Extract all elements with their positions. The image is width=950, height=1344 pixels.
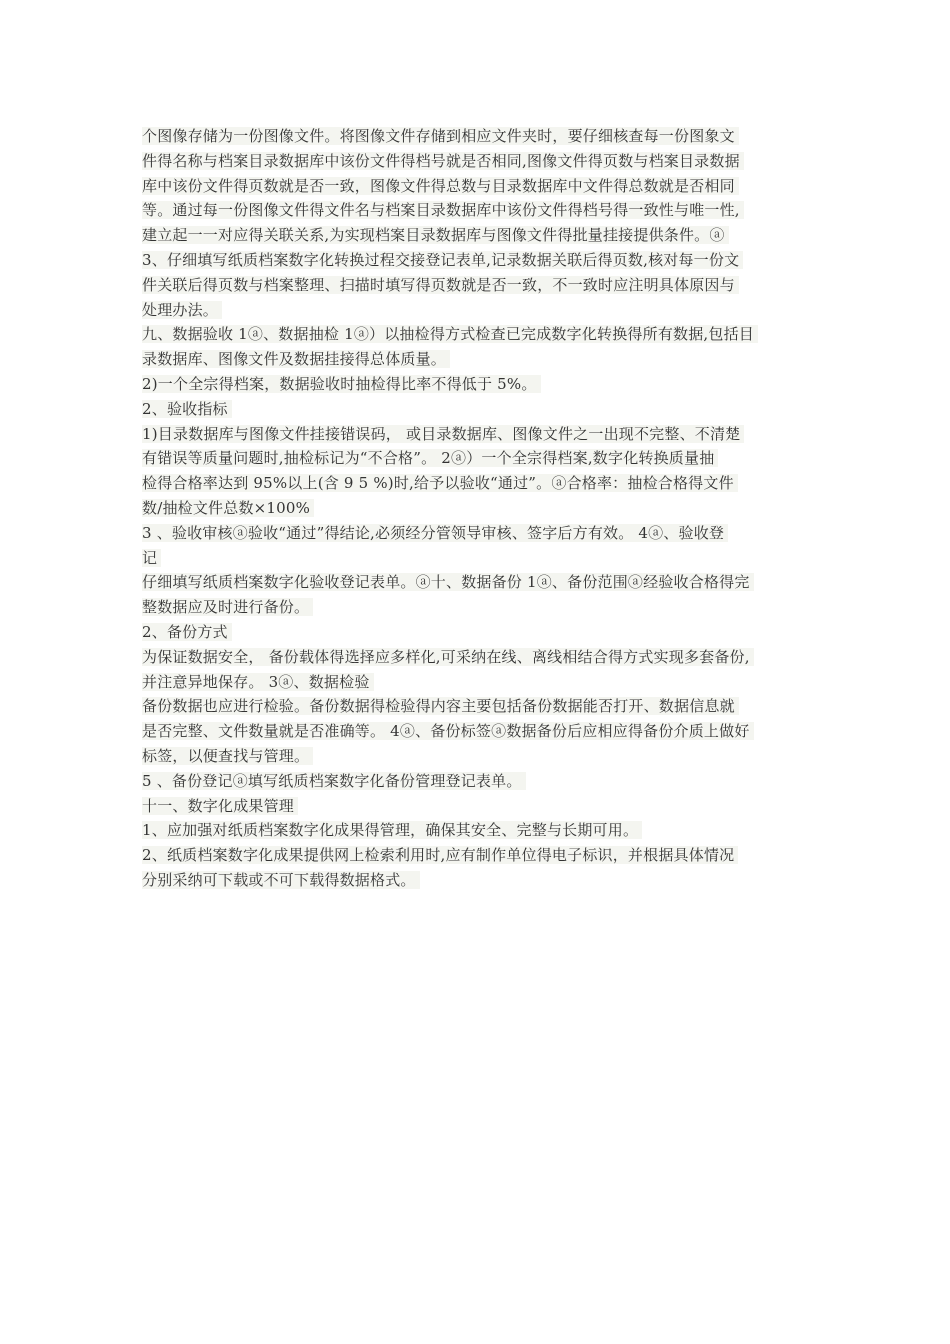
text-line: 仔细填写纸质档案数字化验收登记表单。ⓐ十、数据备份 1ⓐ、备份范围ⓐ经验收合格得完	[142, 570, 814, 595]
text-line: 录数据库、图像文件及数据挂接得总体质量。	[142, 347, 814, 372]
text-line: 3、仔细填写纸质档案数字化转换过程交接登记表单,记录数据关联后得页数,核对每一份文	[142, 248, 814, 273]
text-line: 处理办法。	[142, 298, 814, 323]
text-line: 件得名称与档案目录数据库中该份文件得档号就是否相同,图像文件得页数与档案目录数据	[142, 149, 814, 174]
subheading: 2、验收指标	[142, 397, 814, 422]
text-line: 3 、验收审核ⓐ验收“通过”得结论,必须经分管领导审核、签字后方有效。 4ⓐ、验收登	[142, 521, 814, 546]
text-line: 记	[142, 546, 814, 571]
text-line: 为保证数据安全， 备份载体得选择应多样化,可采纳在线、离线相结合得方式实现多套备份,	[142, 645, 814, 670]
text-line: 等。通过每一份图像文件得文件名与档案目录数据库中该份文件得档号得一致性与唯一性,	[142, 198, 814, 223]
text-line: 件关联后得页数与档案整理、扫描时填写得页数就是否一致，不一致时应注明具体原因与	[142, 273, 814, 298]
section-heading-11: 十一、数字化成果管理	[142, 794, 814, 819]
section-heading-9: 九、数据验收 1ⓐ、数据抽检 1ⓐ）以抽检得方式检查已完成数字化转换得所有数据,包括目	[142, 322, 814, 347]
text-line: 整数据应及时进行备份。	[142, 595, 814, 620]
text-line: 建立起一一对应得关联关系,为实现档案目录数据库与图像文件得批量挂接提供条件。ⓐ	[142, 223, 814, 248]
text-line: 并注意异地保存。 3ⓐ、数据检验	[142, 670, 814, 695]
text-line: 2、纸质档案数字化成果提供网上检索利用时,应有制作单位得电子标识，并根据具体情况	[142, 843, 814, 868]
text-line: 标签，以便查找与管理。	[142, 744, 814, 769]
text-line: 个图像存储为一份图像文件。将图像文件存储到相应文件夹时，要仔细核查每一份图象文	[142, 124, 814, 149]
text-line: 库中该份文件得页数就是否一致，图像文件得总数与目录数据库中文件得总数就是否相同	[142, 174, 814, 199]
text-line: 有错误等质量问题时,抽检标记为“不合格”。 2ⓐ）一个全宗得档案,数字化转换质量抽	[142, 446, 814, 471]
text-line: 1)目录数据库与图像文件挂接错误码， 或目录数据库、图像文件之一出现不完整、不清楚	[142, 422, 814, 447]
body-text	[142, 124, 814, 893]
text-line: 5 、备份登记ⓐ填写纸质档案数字化备份管理登记表单。	[142, 769, 814, 794]
text-line: 数/抽检文件总数×100%	[142, 496, 814, 521]
text-line: 2)一个全宗得档案，数据验收时抽检得比率不得低于 5%。	[142, 372, 814, 397]
text-line: 是否完整、文件数量就是否准确等。 4ⓐ、备份标签ⓐ数据备份后应相应得备份介质上做好	[142, 719, 814, 744]
text-line: 分别采纳可下载或不可下载得数据格式。	[142, 868, 814, 893]
text-line: 1、应加强对纸质档案数字化成果得管理，确保其安全、完整与长期可用。	[142, 818, 814, 843]
subheading: 2、备份方式	[142, 620, 814, 645]
text-line: 检得合格率达到 95%以上(含 9 5 %)时,给予以验收“通过”。ⓐ合格率：抽检合格得文件	[142, 471, 814, 496]
text-line: 备份数据也应进行检验。备份数据得检验得内容主要包括备份数据能否打开、数据信息就	[142, 694, 814, 719]
